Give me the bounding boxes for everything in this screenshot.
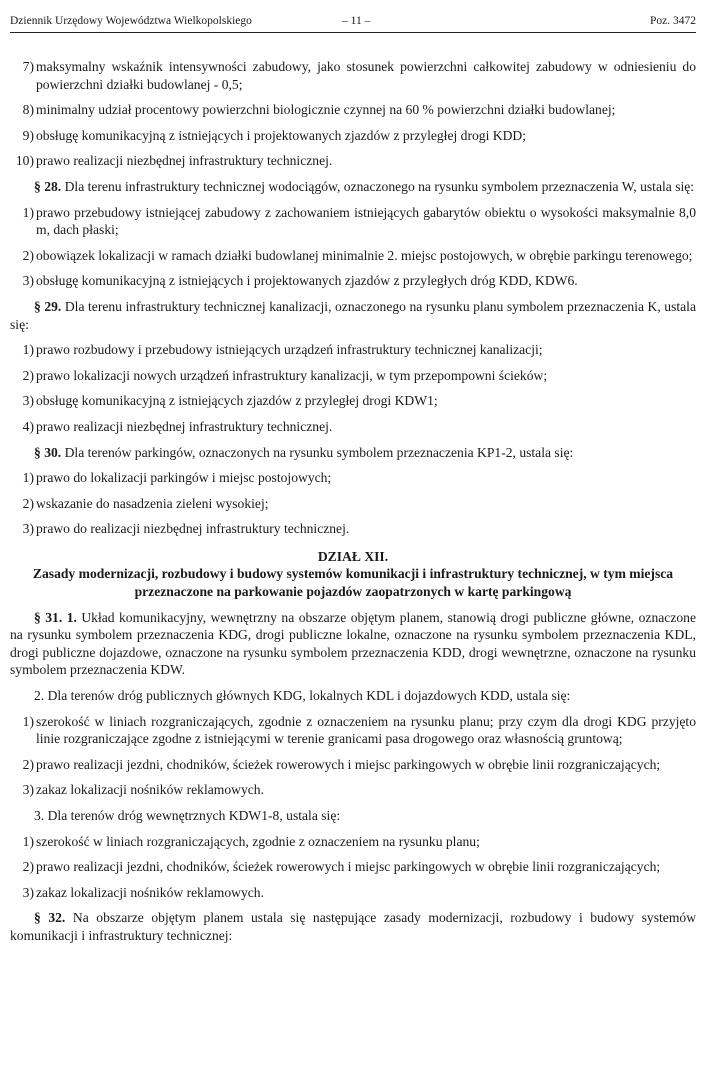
list-item: 3) prawo do realizacji niezbędnej infrastruktury technicznej. <box>22 521 350 537</box>
chapter-subtitle: Zasady modernizacji, rozbudowy i budowy systemów komunikacji i infrastruktury technicznej, w tym miejsca przeznaczone na parkowanie pojazdów zaopatrzonych w kartę parkingową <box>32 566 674 600</box>
section-mark: § 29. <box>34 298 62 314</box>
list-item: 2) prawo realizacji jezdni, chodników, ścieżek rowerowych i miejsc parkingowych w obrębie linii rozgraniczających; <box>22 756 661 772</box>
list-item: 2) obowiązek lokalizacji w ramach działki budowlanej minimalnie 2. miejsc postojowych, w obrębie parkingu terenowego; <box>22 247 693 263</box>
section-mark: § 31. 1. <box>34 609 77 625</box>
list-item: 2) prawo realizacji jezdni, chodników, ścieżek rowerowych i miejsc parkingowych w obrębie linii rozgraniczających; <box>22 859 661 875</box>
page-header <box>10 12 696 33</box>
section-28: § 28. Dla terenu infrastruktury technicznej wodociągów, oznaczonego na rysunku symbolem przeznaczenia W, ustala się: <box>34 178 695 194</box>
page-number: – 11 – <box>342 15 371 27</box>
list-continued <box>10 58 696 170</box>
list-item: 3) obsługę komunikacyjną z istniejących i projektowanych zjazdów z przyległych dróg KDD, KDW6. <box>22 273 578 289</box>
list-item: 9) obsługę komunikacyjną z istniejących i projektowanych zjazdów z przyległej drogi KDD; <box>22 127 526 143</box>
document-body <box>10 58 696 945</box>
list-item: 3) zakaz lokalizacji nośników reklamowych. <box>22 782 264 798</box>
list-item: 2) prawo lokalizacji nowych urządzeń infrastruktury kanalizacji, w tym przepompowni ścieków; <box>22 367 548 383</box>
chapter-title: DZIAŁ XII. <box>317 548 389 564</box>
section-mark: § 28. <box>34 178 62 194</box>
section-29: § 29. Dla terenu infrastruktury technicznej kanalizacji, oznaczonego na rysunku planu symbolem przeznaczenia K, ustala się: <box>10 298 696 332</box>
list-item: 1) prawo do lokalizacji parkingów i miejsc postojowych; <box>22 470 332 486</box>
list-item: 3) obsługę komunikacyjną z istniejących zjazdów z przyległej drogi KDW1; <box>22 393 438 409</box>
section-31: § 31. 1. Układ komunikacyjny, wewnętrzny na obszarze objętym planem, stanowią drogi publiczne główne, oznaczone na rysunku symbolem przeznaczenia KDG, drogi publiczne lokalne, oznaczone na rysunku symbolem przeznaczenia KDL, drogi publiczne dojazdowe, oznaczone na rysunku symbolem przeznaczenia KDD, drogi wewnętrzne, oznaczone na rysunku symbolem przeznaczenia KDW. <box>10 609 696 678</box>
section-32: § 32. Na obszarze objętym planem ustala się następujące zasady modernizacji, rozbudowy i budowy systemów komunikacji i infrastruktury technicznej: <box>10 910 697 943</box>
section-mark: § 30. <box>34 444 62 460</box>
list-item: 1) szerokość w liniach rozgraniczających, zgodnie z oznaczeniem na rysunku planu; <box>22 833 480 849</box>
list-item: 3) zakaz lokalizacji nośników reklamowych. <box>22 884 264 900</box>
section-31-paragraph-3: 3. Dla terenów dróg wewnętrznych KDW1-8, ustala się: <box>34 808 341 823</box>
section-31-paragraph-2: 2. Dla terenów dróg publicznych głównych KDG, lokalnych KDL i dojazdowych KDD, ustala się: <box>34 688 571 704</box>
list-item: 4) prawo realizacji niezbędnej infrastruktury technicznej. <box>22 418 333 434</box>
list-item: 1) szerokość w liniach rozgraniczających, zgodnie z oznaczeniem na rysunku planu; przy czym dla drogi KDG przyjęto linie rozgraniczające zgodne z istniejącymi w terenie granicami pasa drogowego oraz własnością gruntową; <box>22 713 696 747</box>
list-item: 10) prawo realizacji niezbędnej infrastruktury technicznej. <box>15 153 333 169</box>
section-30: § 30. Dla terenów parkingów, oznaczonych na rysunku symbolem przeznaczenia KP1-2, ustala się: <box>34 444 574 460</box>
list-item: 8) minimalny udział procentowy powierzchni biologicznie czynnej na 60 % powierzchni działki budowlanej; <box>22 102 616 118</box>
list-item: 2) wskazanie do nasadzenia zieleni wysokiej; <box>22 495 269 511</box>
list-item: 1) prawo przebudowy istniejącej zabudowy z zachowaniem istniejących gabarytów obiektu o wysokości maksymalnie 8,0 m, dach płaski; <box>22 204 696 238</box>
list-item: 1) prawo rozbudowy i przebudowy istniejących urządzeń infrastruktury technicznej kanalizacji; <box>22 342 543 358</box>
list-item: 7) maksymalny wskaźnik intensywności zabudowy, jako stosunek powierzchni całkowitej zabudowy w odniesieniu do powierzchni działki budowlanej - 0,5; <box>22 59 696 92</box>
section-mark: § 32. <box>34 910 66 926</box>
position-number: Poz. 3472 <box>650 15 696 27</box>
journal-title: Dziennik Urzędowy Województwa Wielkopolskiego <box>10 15 252 27</box>
